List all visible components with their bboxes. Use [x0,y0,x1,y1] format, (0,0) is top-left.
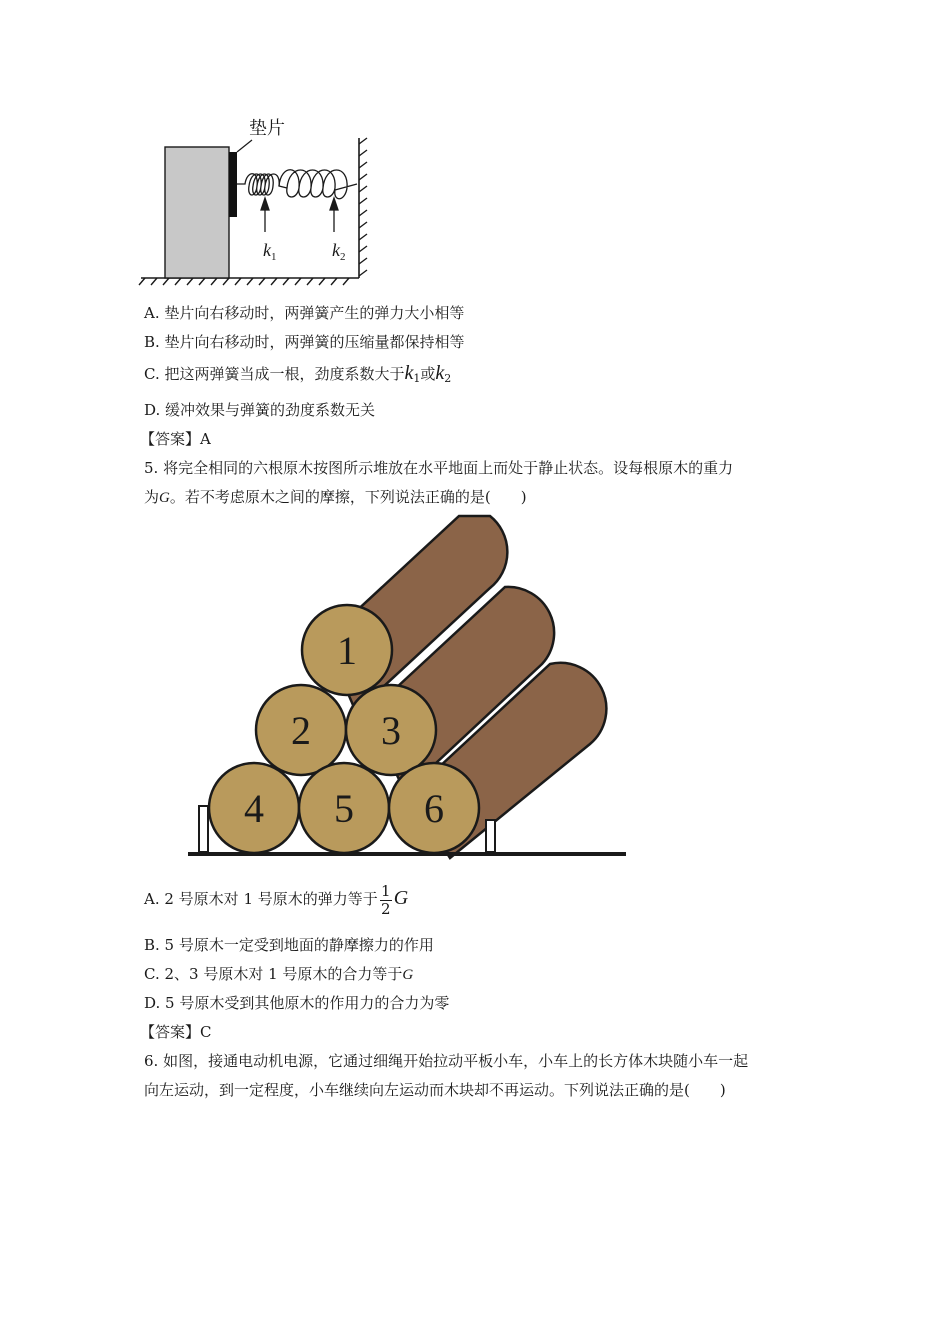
ground-hatch [139,278,359,285]
left-stop [199,806,208,852]
logs-figure [180,512,640,862]
q6-stem-line2: 向左运动，到一定程度，小车继续向左运动而木块却不再运动。下列说法正确的是( ) [144,1081,726,1099]
log-4-label: 4 [244,786,264,831]
q4-option-c: C. 把这两弹簧当成一根，劲度系数大于$k_1$或$k_2$ [144,362,452,385]
one-half-fraction: $\frac{1}{2}$ [380,881,391,918]
arrow-k1 [261,198,269,232]
q5-option-b: B. 5 号原木一定受到地面的静摩擦力的作用 [144,936,434,954]
q4-option-d: D. 缓冲效果与弹簧的劲度系数无关 [144,401,376,419]
spring-figure [135,112,385,287]
k1-label: $k_1$ [263,240,277,263]
q5-option-a: A. 2 号原木对 1 号原木的弹力等于 $\frac{1}{2}$ G [144,881,409,918]
log-3-label: 3 [381,708,401,753]
right-stop [486,820,495,852]
q5-option-c: C. 2、3 号原木对 1 号原木的合力等于G [144,965,414,983]
q5-answer: 【答案】C [140,1023,212,1041]
spring-k2 [279,170,357,199]
log-1-label: 1 [337,628,357,673]
log-6-label: 6 [424,786,444,831]
label-leader [237,140,252,152]
block [165,147,229,278]
q5-stem-line2: 为G。若不考虑原木之间的摩擦，下列说法正确的是( ) [144,488,527,506]
q4-option-b: B. 垫片向右移动时，两弹簧的压缩量都保持相等 [144,333,465,351]
log-5-label: 5 [334,786,354,831]
log-2-label: 2 [291,708,311,753]
shim-label: 垫片 [249,118,285,138]
arrow-k2 [330,198,338,232]
k2-label: $k_2$ [332,240,346,263]
q4-option-a: A. 垫片向右移动时，两弹簧产生的弹力大小相等 [144,304,465,322]
q6-stem-line1: 6. 如图，接通电动机电源，它通过细绳开始拉动平板小车，小车上的长方体木块随小车一起 [144,1052,749,1070]
q5-option-d: D. 5 号原木受到其他原木的作用力的合力为零 [144,994,450,1012]
q5-stem-line1: 5. 将完全相同的六根原木按图所示堆放在水平地面上而处于静止状态。设每根原木的重力 [144,459,734,477]
shim [229,152,237,217]
q4-answer: 【答案】A [140,430,211,448]
wall-hatch [359,138,367,276]
